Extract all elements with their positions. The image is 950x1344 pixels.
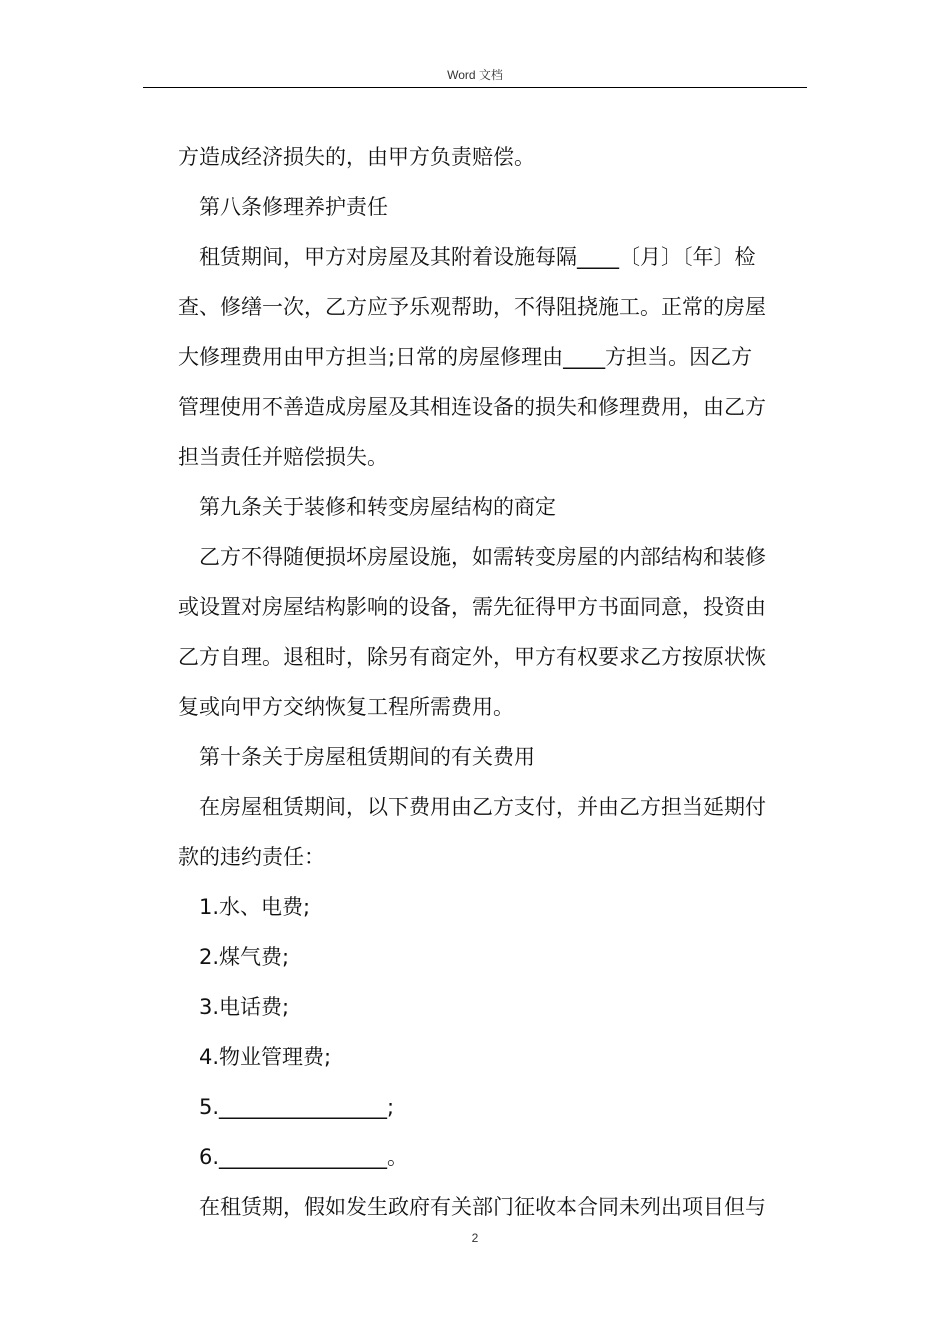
- paragraph-line: 查、修缮一次，乙方应予乐观帮助，不得阻挠施工。正常的房屋: [178, 295, 766, 319]
- page-number: 2: [471, 1231, 479, 1245]
- page-header: Word 文档: [447, 68, 503, 82]
- document-body: [178, 132, 804, 1232]
- list-item: 6.________________。: [199, 1145, 409, 1169]
- paragraph-line: 方造成经济损失的，由甲方负责赔偿。: [178, 145, 535, 169]
- paragraph-line: 复或向甲方交纳恢复工程所需费用。: [178, 695, 514, 719]
- paragraph-line: 管理使用不善造成房屋及其相连设备的损失和修理费用，由乙方: [178, 395, 766, 419]
- paragraph-line: 大修理费用由甲方担当;日常的房屋修理由____方担当。因乙方: [178, 345, 753, 369]
- section-heading-9: 第九条关于装修和转变房屋结构的商定: [199, 495, 556, 519]
- paragraph-line: 租赁期间，甲方对房屋及其附着设施每隔____〔月〕〔年〕检: [199, 245, 756, 269]
- paragraph-line: 在租赁期，假如发生政府有关部门征收本合同未列出项目但与: [199, 1195, 766, 1219]
- list-item: 2.煤气费;: [199, 945, 290, 969]
- section-heading-8: 第八条修理养护责任: [199, 195, 388, 219]
- paragraph-line: 乙方自理。退租时，除另有商定外，甲方有权要求乙方按原状恢: [178, 645, 766, 669]
- paragraph-line: 乙方不得随便损坏房屋设施，如需转变房屋的内部结构和装修: [199, 545, 766, 569]
- list-item: 3.电话费;: [199, 995, 290, 1019]
- list-item: 4.物业管理费;: [199, 1045, 332, 1069]
- header-divider: [143, 87, 807, 88]
- list-item: 5.________________;: [199, 1095, 395, 1119]
- list-item: 1.水、电费;: [199, 895, 311, 919]
- paragraph-line: 在房屋租赁期间，以下费用由乙方支付，并由乙方担当延期付: [199, 795, 766, 819]
- paragraph-line: 担当责任并赔偿损失。: [178, 445, 388, 469]
- paragraph-line: 款的违约责任：: [178, 845, 325, 869]
- section-heading-10: 第十条关于房屋租赁期间的有关费用: [199, 745, 535, 769]
- paragraph-line: 或设置对房屋结构影响的设备，需先征得甲方书面同意，投资由: [178, 595, 766, 619]
